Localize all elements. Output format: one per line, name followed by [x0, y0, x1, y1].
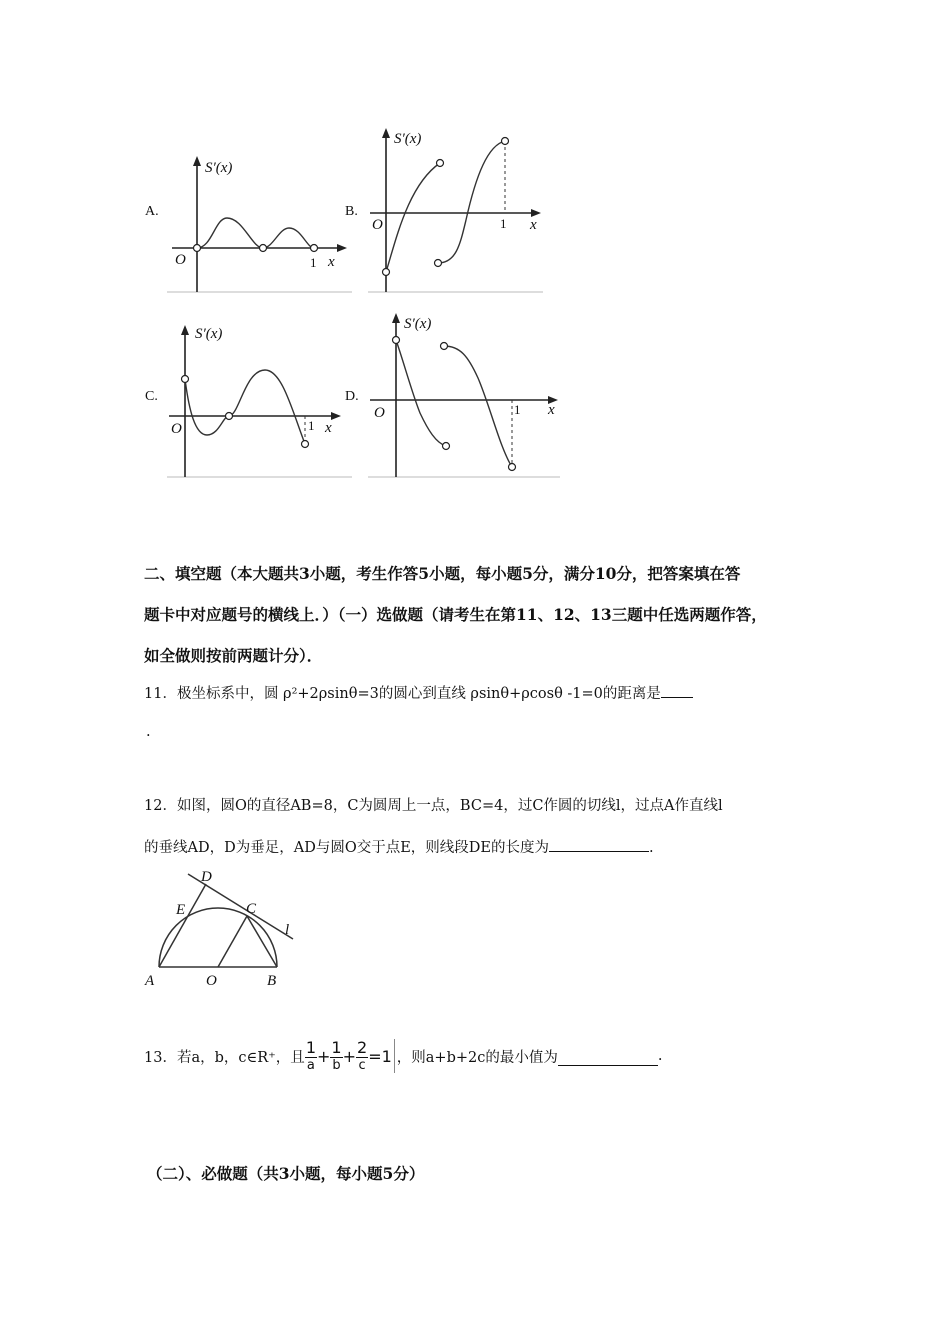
option-d-label: D.	[345, 389, 359, 404]
question-13-fraction-2-num: 1	[331, 1037, 342, 1057]
option-c-tick-label: 1	[308, 418, 315, 433]
option-a-graph	[167, 150, 352, 295]
option-a-yaxis-label: S′(x)	[205, 160, 233, 176]
question-13-suffix: ，则a+b+2c的最小值为	[396, 1049, 558, 1066]
question-11-end: .	[146, 724, 151, 740]
option-d-xaxis-label: x	[548, 402, 555, 418]
option-c-yaxis-label: S′(x)	[195, 326, 223, 342]
option-c-label: C.	[145, 389, 158, 404]
fig12-label-l: l	[285, 922, 290, 938]
fig12-label-b: B	[267, 973, 277, 989]
question-13-fraction-1-den: a	[306, 1057, 315, 1073]
section2-heading-line1: 二、填空题（本大题共3小题，考生作答5小题，每小题5分，满分10分，把答案填在答	[144, 564, 741, 583]
question-12-line2	[144, 836, 654, 857]
option-b-xaxis-label: x	[530, 217, 537, 233]
question-13-prefix: 13．若a，b，c∈R⁺，且	[144, 1049, 305, 1066]
question-13-fraction-1-num: 1	[305, 1037, 316, 1057]
fig12-label-e: E	[176, 902, 186, 918]
option-b-origin-label: O	[372, 217, 383, 233]
section-b-heading: （二）、必做题（共3小题，每小题5分）	[147, 1164, 425, 1183]
question-12-answer-blank[interactable]	[549, 837, 649, 852]
question-12-end: .	[649, 840, 654, 856]
option-b-tick-label: 1	[500, 216, 507, 231]
question-12-line1: 12．如图，圆O的直径AB=8，C为圆周上一点，BC=4，过C作圆的切线l，过点A作直线l	[144, 798, 723, 814]
fig12-label-a: A	[145, 973, 155, 989]
question-13-fraction-3-num: 2	[357, 1037, 368, 1057]
option-d-graph	[368, 308, 563, 480]
question-13-end: .	[657, 1048, 663, 1064]
fig12-label-c: C	[246, 901, 257, 917]
option-a-origin-label: O	[175, 252, 186, 268]
option-c-origin-label: O	[171, 421, 182, 437]
question-13-fraction-3-den: c	[358, 1057, 366, 1073]
question-12-figure	[143, 866, 303, 991]
fig12-label-d: D	[201, 869, 212, 885]
question-13	[144, 1034, 662, 1078]
option-d-origin-label: O	[374, 405, 385, 421]
question-11-answer-blank[interactable]	[661, 683, 693, 698]
question-11-text: 11．极坐标系中，圆 ρ²+2ρsinθ=3的圆心到直线 ρsinθ+ρcosθ -1=0的距离是	[144, 686, 661, 702]
question-13-fraction-2-den: b	[332, 1057, 341, 1073]
section2-heading-line2: 题卡中对应题号的横线上．）（一）选做题（请考生在第11、12、13三题中任选两题作答，	[144, 605, 767, 624]
option-b-label: B.	[345, 204, 358, 219]
fig12-label-o: O	[206, 973, 217, 989]
option-d-tick-label: 1	[514, 402, 521, 417]
question-13-fraction-2	[330, 1039, 342, 1074]
option-c-graph	[167, 320, 352, 480]
option-a-xaxis-label: x	[328, 254, 335, 270]
formula-box-edge	[394, 1039, 395, 1073]
option-c-xaxis-label: x	[325, 420, 332, 436]
option-b-graph	[368, 125, 548, 295]
question-13-equals: =1	[368, 1046, 392, 1066]
question-13-plus-1: +	[317, 1046, 331, 1066]
option-a-label: A.	[145, 204, 159, 219]
question-11	[144, 682, 693, 703]
option-a-tick-label: 1	[310, 255, 317, 270]
question-13-fraction-3	[356, 1039, 368, 1074]
section2-heading	[144, 556, 844, 674]
option-b-yaxis-label: S′(x)	[394, 131, 422, 147]
section2-heading-line3: 如全做则按前两题计分）．	[144, 646, 323, 665]
question-12-line2-text: 的垂线AD，D为垂足，AD与圆O交于点E，则线段DE的长度为	[144, 840, 549, 856]
question-13-plus-2: +	[342, 1046, 356, 1066]
option-d-yaxis-label: S′(x)	[404, 316, 432, 332]
question-13-answer-blank[interactable]	[558, 1051, 658, 1066]
question-13-fraction-1	[305, 1039, 317, 1074]
